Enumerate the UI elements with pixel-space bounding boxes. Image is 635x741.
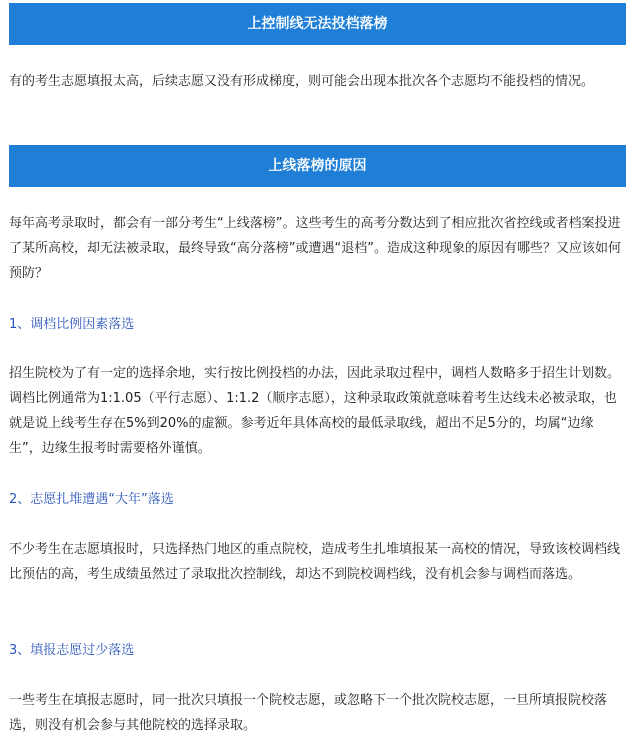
section-title-banner: 上线落榜的原因	[9, 145, 626, 187]
intro-paragraph: 每年高考录取时，都会有一部分考生“上线落榜”。这些考生的高考分数达到了相应批次省控线或者档案投进了某所高校，却无法被录取，最终导致“高分落榜”或遭遇“退档”。造成这种现象的原因有哪些？又应该如何预防？	[9, 216, 621, 281]
item-heading-1: 1、调档比例因素落选	[9, 317, 135, 332]
section-title-banner: 上控制线无法投档落榜	[9, 3, 626, 45]
item-heading-2: 2、志愿扎堆遭遇“大年”落选	[9, 492, 174, 507]
item-body-1: 招生院校为了有一定的选择余地，实行按比例投档的办法，因此录取过程中，调档人数略多于招生计划数。调档比例通常为1:1.05（平行志愿）、1:1.2（顺序志愿），这种录取政策就意味着考生达线未必被录取，也就是说上线考生存在5%到20%的虚额。参考近年具体高校的最低录取线，超出不足5分的，均属“边缘生”，边缘生报考时需要格外谨慎。	[9, 366, 621, 456]
section1-paragraph: 有的考生志愿填报太高，后续志愿又没有形成梯度，则可能会出现本批次各个志愿均不能投档的情况。	[9, 74, 595, 89]
item-body-2: 不少考生在志愿填报时，只选择热门地区的重点院校，造成考生扎堆填报某一高校的情况，导致该校调档线比预估的高，考生成绩虽然过了录取批次控制线，却达不到院校调档线，没有机会参与调档而落选。	[9, 542, 621, 582]
item-heading-3: 3、填报志愿过少落选	[9, 643, 135, 658]
item-body-3: 一些考生在填报志愿时，同一批次只填报一个院校志愿，或忽略下一个批次院校志愿，一旦所填报院校落选，则没有机会参与其他院校的选择录取。	[9, 693, 608, 733]
